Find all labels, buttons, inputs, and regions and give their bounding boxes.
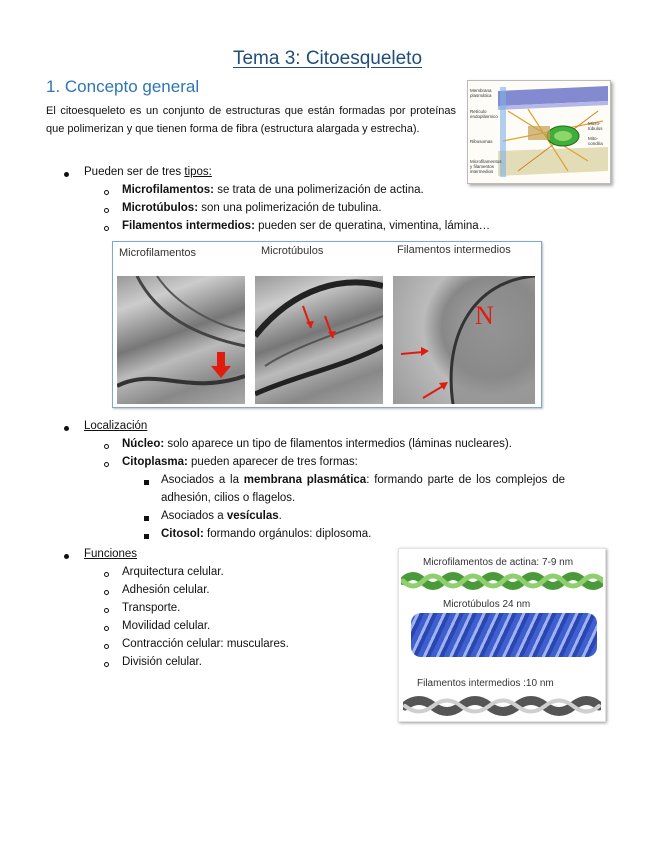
forma-text: .	[278, 510, 282, 522]
section-heading: 1. Concepto general	[46, 77, 200, 96]
funcion-item: División celular.	[122, 656, 202, 668]
funciones-heading	[84, 548, 137, 560]
bullet-circle	[104, 444, 109, 449]
diagram-label: Mito-condria	[588, 136, 603, 146]
microtubule-caption: Microtúbulos 24 nm	[443, 599, 531, 610]
localizacion-heading	[84, 420, 147, 432]
diagram-label: Membrana plasmática	[470, 88, 492, 98]
bullet-square	[144, 516, 149, 521]
micrograph-panel-microfilaments	[117, 276, 245, 404]
localizacion-link: Localización	[84, 420, 148, 432]
panel-label: Microtúbulos	[261, 245, 324, 257]
forma-text: : formando parte de los complejos de	[366, 474, 566, 486]
nucleo-text: solo aparece un tipo de filamentos intermedios (láminas nucleares).	[164, 438, 512, 450]
funcion-item: Transporte.	[122, 602, 181, 614]
nucleus-label: N	[475, 301, 494, 330]
bullet-circle	[104, 644, 109, 649]
microtubule-graphic	[411, 613, 597, 657]
forma-text: Asociados a la	[161, 474, 244, 486]
intro-paragraph: El citoesqueleto es un conjunto de estructuras que están formadas por proteínas que polimerizan y que tienen forma de fibra (estructura alargada y estrecha).	[46, 105, 456, 135]
bullet-square	[144, 480, 149, 485]
citoplasma-bold: Citoplasma:	[122, 456, 188, 468]
funcion-item: Movilidad celular.	[122, 620, 211, 632]
funciones-link: Funciones	[84, 548, 138, 560]
bullet-circle	[104, 462, 109, 467]
bullet-circle	[104, 662, 109, 667]
forma-text: formando orgánulos: diplosoma.	[203, 528, 372, 540]
intermediate-filament-graphic	[403, 695, 601, 717]
tipos-prefix: Pueden ser de tres	[84, 166, 185, 178]
micrograph-figure	[112, 241, 542, 408]
bullet-circle	[104, 190, 109, 195]
tipo-item	[122, 184, 424, 196]
bullet-circle	[104, 626, 109, 631]
forma-bold: Citosol:	[161, 528, 204, 540]
tipo-item	[122, 202, 382, 214]
tipo-text: se trata de una polimerización de actina.	[214, 184, 424, 196]
bullet-dot	[64, 172, 69, 177]
forma-bold: membrana plasmática	[243, 474, 367, 486]
bullet-circle	[104, 208, 109, 213]
bullet-dot	[64, 426, 69, 431]
funcion-item: Contracción celular: musculares.	[122, 638, 289, 650]
tipo-bold: Microtúbulos:	[122, 202, 199, 214]
nucleo-item	[122, 438, 512, 450]
actin-filament-graphic	[401, 571, 603, 591]
forma-vesiculas	[161, 510, 282, 522]
tipo-bold: Microfilamentos:	[122, 184, 215, 196]
diagram-label: Microfilamentos y filamentos intermedios	[470, 159, 502, 174]
diagram-label: Micro-túbulos	[588, 121, 603, 131]
bullet-circle	[104, 572, 109, 577]
panel-label: Microfilamentos	[119, 247, 197, 259]
actin-caption: Microfilamentos de actina: 7-9 nm	[423, 557, 574, 568]
micrograph-panel-microtubules	[255, 276, 383, 404]
bullet-dot	[64, 554, 69, 559]
bullet-circle	[104, 590, 109, 595]
cytoskeleton-diagram-figure	[467, 80, 611, 184]
diagram-label: Ribosomas	[470, 139, 493, 144]
bullet-circle	[104, 226, 109, 231]
tipos-intro	[84, 166, 212, 178]
nucleo-bold: Núcleo:	[122, 438, 165, 450]
tipo-item	[122, 220, 490, 232]
tipo-text: pueden ser de queratina, vimentina, lámina…	[254, 220, 491, 232]
bullet-square	[144, 534, 149, 539]
panel-label: Filamentos intermedios	[397, 244, 511, 256]
document-title: Tema 3: Citoesqueleto	[232, 48, 423, 69]
citoplasma-item	[122, 456, 358, 468]
micrograph-panel-intermediate	[393, 276, 535, 404]
citoplasma-text: pueden aparecer de tres formas:	[187, 456, 358, 468]
forma-citosol	[161, 528, 371, 540]
bullet-circle	[104, 608, 109, 613]
diagram-label: Retículo endoplásmico	[470, 109, 498, 119]
tipos-link: tipos:	[184, 166, 212, 178]
forma-bold: vesículas	[226, 510, 279, 522]
funcion-item: Adhesión celular.	[122, 584, 210, 596]
tipo-bold: Filamentos intermedios:	[122, 220, 255, 232]
forma-membrana	[161, 474, 609, 486]
filament-size-figure	[398, 548, 606, 722]
intermediate-caption: Filamentos intermedios :10 nm	[417, 678, 554, 689]
forma-membrana-cont: adhesión, cilios o flagelos.	[161, 492, 296, 504]
tipo-text: son una polimerización de tubulina.	[198, 202, 382, 214]
funcion-item: Arquitectura celular.	[122, 566, 224, 578]
forma-text: Asociados a	[161, 510, 227, 522]
